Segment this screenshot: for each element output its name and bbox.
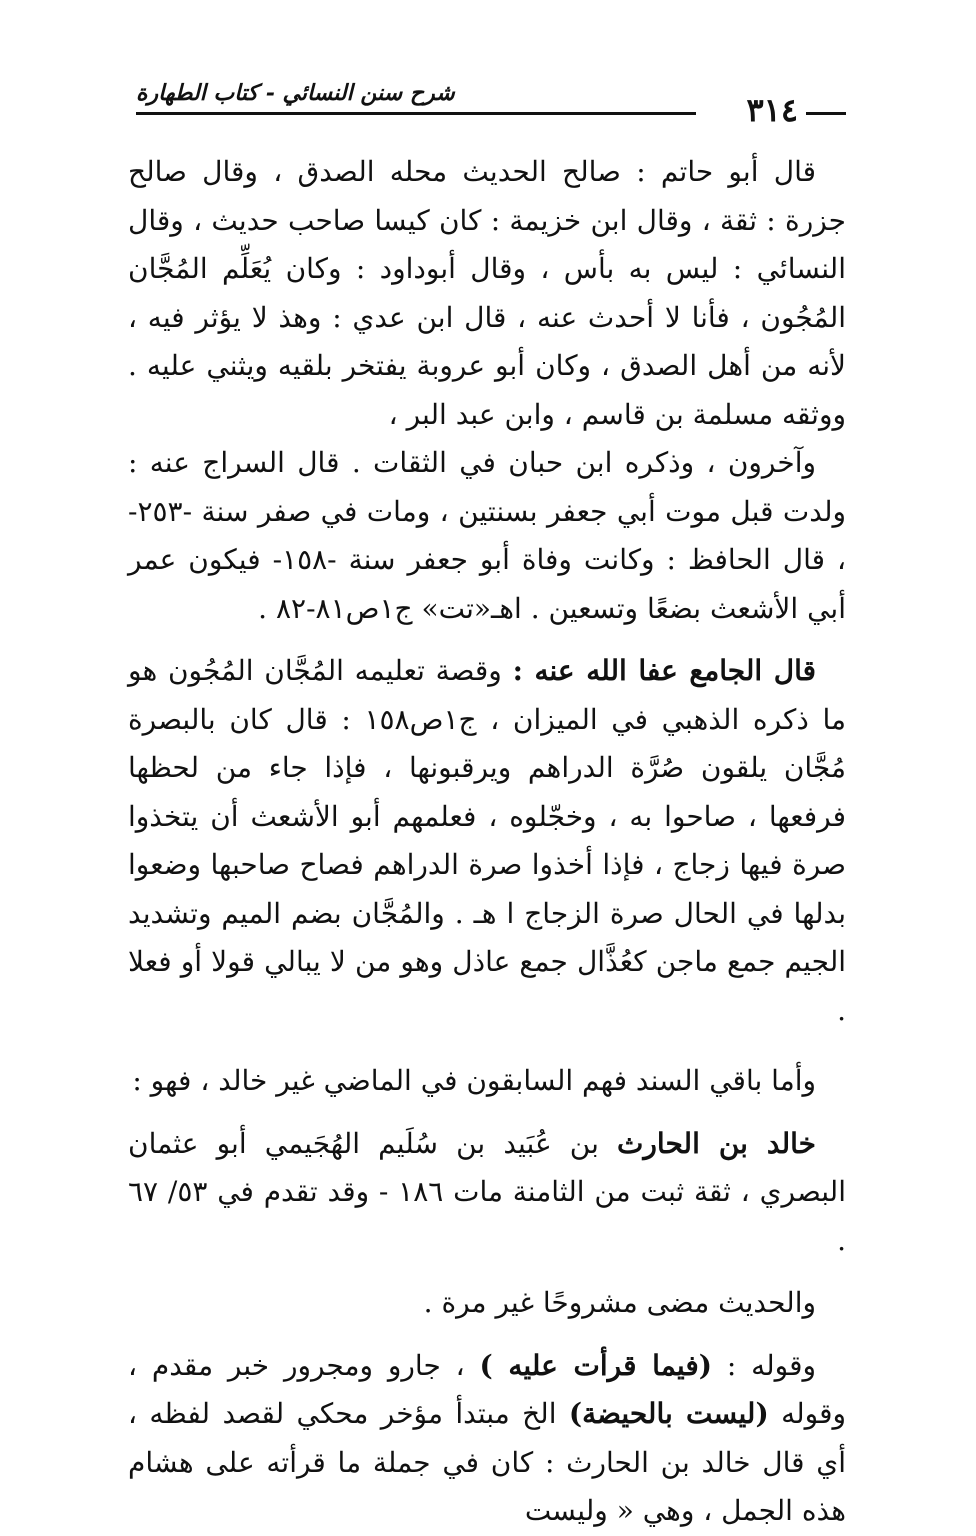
compiler-lead: قال الجامع عفا الله عنه : — [512, 654, 817, 687]
running-title: شرح سنن النسائي - كتاب الطهارة — [136, 80, 455, 106]
paragraph-text: وآخرون ، وذكره ابن حبان في الثقات . قال السراج عنه : ولدت قبل موت أبي جعفر بسنتين ، ومات في صفر سنة -٢٥٣- ، قال الحافظ : وكانت وفاة أبو جعفر سنة -١٥٨- فيكون عمر أبي الأشعث بضعًا وتسعين . اهـ«تت» ج١ص٨١-٨٢ . — [128, 446, 846, 625]
paragraph-death-date — [128, 439, 846, 633]
paragraph-pre: وقوله : — [726, 1348, 817, 1382]
paragraph-compiler-note — [128, 647, 846, 1035]
paragraph-text: قال أبو حاتم : صالح الحديث محله الصدق ، وقال صالح جزرة : ثقة ، وقال ابن خزيمة : كان كيسا صاحب حديث ، وقال النسائي : ليس به بأس ، وقال أبوداود : وكان يُعَلِّم المُجَّان المُجُون ، فأنا لا أحدث عنه ، قال ابن عدي : وهذ لا يؤثر فيه ، لأنه من أهل الصدق ، وكان أبو عروبة يفتخر بلقيه ويثني عليه . ووثقه مسلمة بن قاسم ، وابن عبد البر ، — [128, 155, 847, 431]
paragraph-text: بن عُبَيد بن سُلَيم الهُجَيمي أبو عثمان البصري ، ثقة ثبت من الثامنة مات ١٨٦ - وقد تقدم في ٥٣/ ٦٧ . — [128, 1126, 846, 1257]
page-number: ٣١٤ — [746, 91, 798, 129]
paragraph-grammar-note — [128, 1342, 846, 1536]
paragraph-text: وأما باقي السند فهم السابقون في الماضي غير خالد ، فهو : — [132, 1064, 816, 1097]
paragraph-narrators-opinions — [128, 148, 846, 439]
paragraph-chain-remainder — [128, 1057, 846, 1106]
paragraph-mid: ، جارو ومجرور خبر مقدم ، وقوله — [128, 1348, 846, 1430]
paragraph-text: الخ مبتدأ مؤخر محكي لقصد لفظه ، أي قال خالد بن الحارث : كان في جملة ما قرأته على هشام هذه الجمل ، وهي « وليست — [128, 1397, 846, 1527]
narrator-name: خالد بن الحارث — [617, 1126, 816, 1160]
paragraph-text: وقصة تعليمه المُجَّان المُجُون هو ما ذكره الذهبي في الميزان ، ج١ص١٥٨ : قال كان بالبصرة مُجَّان يلقون صُرَّة الدراهم ويرقبونها ، فإذا جاء من لحظها فرفعها ، صاحوا به ، وخجّلوه ، فعلمهم أبو الأشعث أن يتخذوا صرة فيها زجاج ، فإذا أخذوا صرة الدراهم فصاح صاحبها وضعوا بدلها في الحال صرة الزجاج ا هـ . والمُجَّان بضم الميم وتشديد الجيم جمع ماجن كعُذَّال جمع عاذل وهو من لا يبالي قولا أو فعلا . — [128, 654, 846, 1027]
paragraph-khalid-bio — [128, 1120, 846, 1266]
paragraph-hadith-note — [128, 1279, 846, 1328]
page-body — [128, 148, 846, 1536]
paragraph-text: والحديث مضى مشروحًا غير مرة . — [423, 1286, 816, 1319]
quoted-phrase: (فيما قرأت عليه ) — [479, 1348, 712, 1382]
header-rule-long — [136, 112, 696, 115]
quoted-phrase: (ليست بالحيضة) — [568, 1397, 769, 1430]
page-header — [136, 80, 846, 129]
header-rule-short — [806, 112, 846, 115]
